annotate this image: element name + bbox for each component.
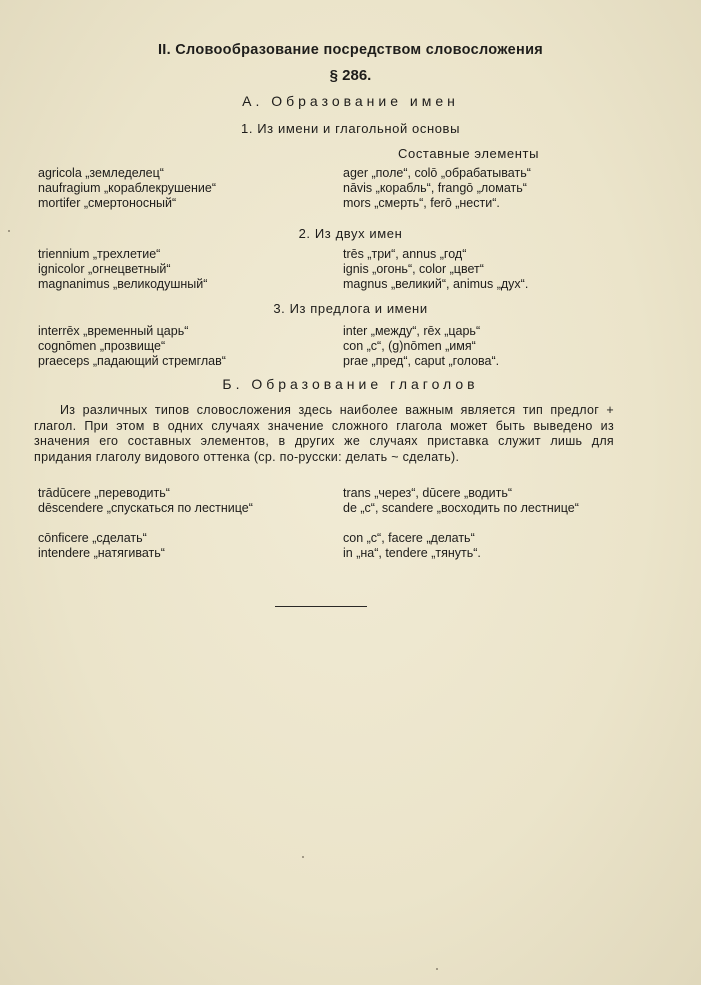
component-pair: trans „через“, dūcere „водить“ [343,486,513,500]
group2-compounds [38,247,338,292]
group2-components [343,247,615,292]
compound-word: praeceps „падающий стремглав“ [38,354,226,368]
compound-word: agricola „земледелец“ [38,166,164,180]
compound-word: cōnficere „сделать“ [38,531,147,545]
component-pair: prae „пред“, caput „голова“. [343,354,500,368]
subsection-3-heading: 3. Из предлога и имени [273,301,428,316]
section-b-heading: Б. Образование глаголов [222,376,479,392]
compound-word: cognōmen „прозвище“ [38,339,166,353]
compound-word: dēscendere „спускаться по лестнице“ [38,501,253,515]
compound-word: triennium „трехлетие“ [38,247,161,261]
compound-word: trādūcere „переводить“ [38,486,170,500]
component-pair: magnus „великий“, animus „дух“. [343,277,529,291]
paragraph-number: § 286. [329,67,372,84]
component-pair: nāvis „корабль“, frangō „ломать“ [343,181,527,195]
component-pair: mors „смерть“, ferō „нести“. [343,196,500,210]
component-pair: inter „между“, rēx „царь“ [343,324,481,338]
components-label: Составные элементы [398,146,540,161]
section-a-heading: А. Образование имен [242,93,459,109]
group4-components [343,486,615,561]
chapter-title: II. Словообразование посредством словосложения [157,42,544,58]
paper-speck [302,856,304,858]
subsection-1-heading: 1. Из имени и глагольной основы [240,121,461,136]
section-end-rule [275,606,367,607]
body-paragraph: Из различных типов словосложения здесь наиболее важным является тип предлог + глагол. При этом в одних случаях значение сложного глагола может быть выведено из значения его составных элементов, в других же случаях приставка служит лишь для придания глаголу видового оттенка (ср. по-русски: делать ~ сделать). [34,403,614,464]
compound-word: magnanimus „великодушный“ [38,277,208,291]
compound-word: ignicolor „огнецветный“ [38,262,171,276]
component-pair: trēs „три“, annus „год“ [343,247,467,261]
group3-components [343,324,615,369]
component-pair: in „на“, tendere „тянуть“. [343,546,481,560]
group1-compounds [38,166,338,211]
component-pair: con „с“, facere „делать“ [343,531,475,545]
group4-compounds [38,486,338,561]
subsection-2-heading: 2. Из двух имен [298,226,403,241]
paper-speck [436,968,438,970]
component-pair: ager „поле“, colō „обрабатывать“ [343,166,531,180]
compound-word: interrēx „временный царь“ [38,324,189,338]
paper-speck [8,230,10,232]
group3-compounds [38,324,338,369]
spacer-row [38,516,338,531]
component-pair: ignis „огонь“, color „цвет“ [343,262,484,276]
compound-word: mortifer „смертоносный“ [38,196,177,210]
component-pair: de „с“, scandere „восходить по лестнице“ [343,501,579,515]
compound-word: naufragium „кораблекрушение“ [38,181,216,195]
group1-components [343,166,615,211]
compound-word: intendere „натягивать“ [38,546,165,560]
component-pair: con „с“, (g)nōmen „имя“ [343,339,476,353]
